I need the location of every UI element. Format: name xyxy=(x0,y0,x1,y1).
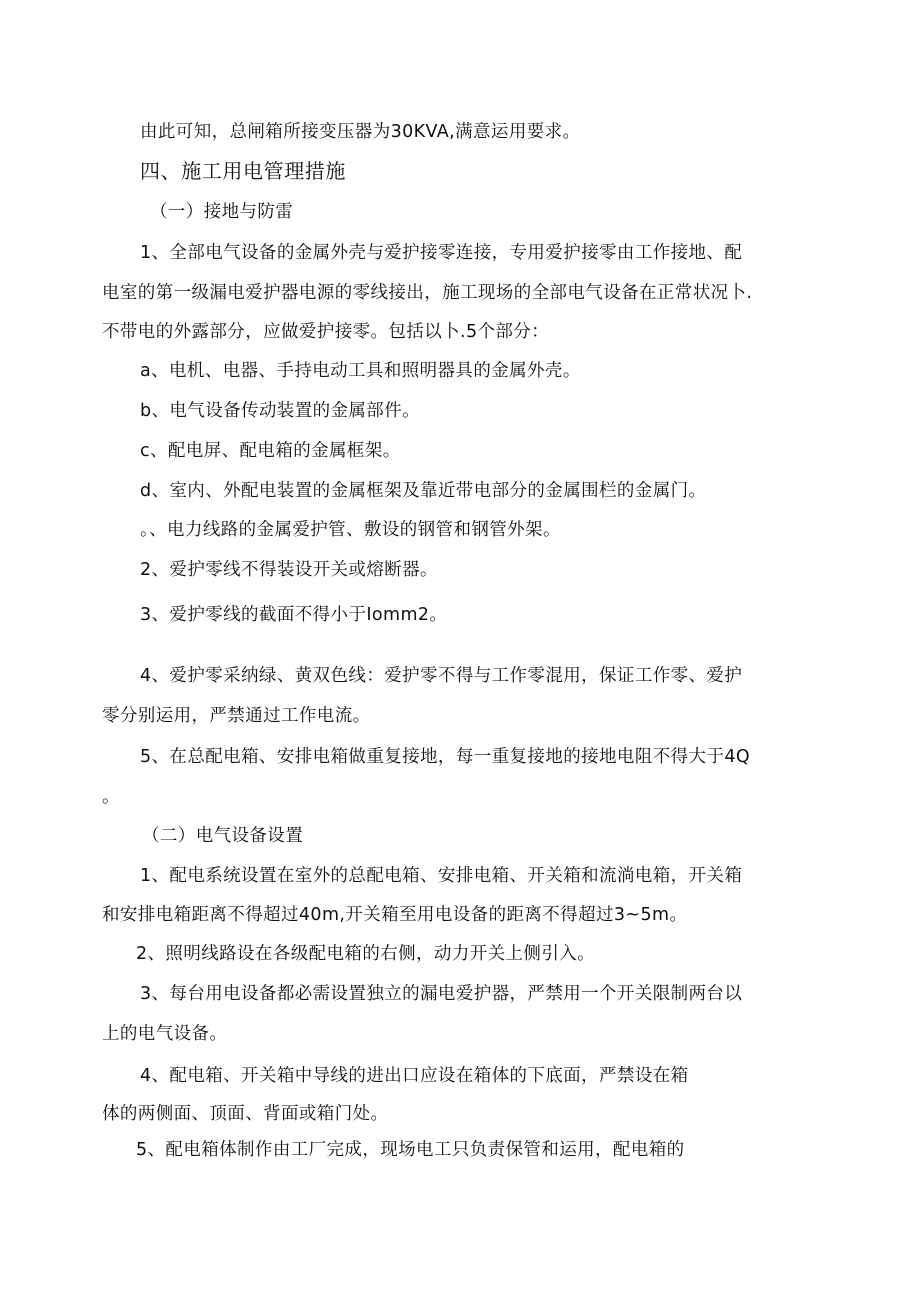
grounding-item-4-line-2: 零分别运用，严禁通过工作电流。 xyxy=(102,706,371,726)
equipment-item-1-line-1: 1、配电系统设置在室外的总配电箱、安排电箱、开关箱和流淌电箱，开关箱 xyxy=(140,866,743,886)
grounding-sub-c: c、配电屏、配电箱的金属框架。 xyxy=(140,441,401,461)
grounding-sub-e: 。、电力线路的金属爱护管、敷设的钢管和钢管外架。 xyxy=(140,520,561,540)
grounding-item-5-line-2: 。 xyxy=(102,787,120,807)
equipment-item-4-line-2: 体的两侧面、顶面、背面或箱门处。 xyxy=(102,1104,389,1124)
equipment-item-1-line-2: 和安排电箱距离不得超过40m,开关箱至用电设备的距离不得超过3~5m。 xyxy=(102,905,688,925)
equipment-item-3-line-2: 上的电气设备。 xyxy=(102,1024,228,1044)
subsection-title-equipment: （二）电气设备设置 xyxy=(142,826,304,846)
grounding-item-4-line-1: 4、爱护零采纳绿、黄双色线：爱护零不得与工作零混用，保证工作零、爱护 xyxy=(140,666,743,686)
section-heading: 四、施工用电管理措施 xyxy=(140,159,346,183)
grounding-item-1-line-2: 电室的第一级漏电爱护器电源的零线接出，施工现场的全部电气设备在正常状况卜. xyxy=(102,283,753,303)
grounding-sub-a: a、电机、电器、手持电动工具和照明器具的金属外壳。 xyxy=(140,361,581,381)
grounding-sub-b: b、电气设备传动装置的金属部件。 xyxy=(140,401,421,421)
equipment-item-4-line-1: 4、配电箱、开关箱中导线的进出口应设在箱体的下底面，严禁设在箱 xyxy=(140,1066,689,1086)
grounding-item-5-line-1: 5、在总配电箱、安排电箱做重复接地，每一重复接地的接地电阻不得大于4Q xyxy=(140,747,751,767)
equipment-item-5-line-1: 5、配电箱体制作由工厂完成，现场电工只负责保管和运用，配电箱的 xyxy=(136,1140,685,1160)
equipment-item-3-line-1: 3、每台用电设备都必需设置独立的漏电爱护器，严禁用一个开关限制两台以 xyxy=(140,984,743,1004)
grounding-sub-d: d、室内、外配电装置的金属框架及靠近带电部分的金属围栏的金属门。 xyxy=(140,481,707,501)
subsection-title-grounding: （一）接地与防雷 xyxy=(150,202,294,222)
grounding-item-1-line-1: 1、全部电气设备的金属外壳与爱护接零连接，专用爱护接零由工作接地、配 xyxy=(140,243,743,263)
grounding-item-3: 3、爱护零线的截面不得小于Iomm2。 xyxy=(140,605,448,625)
intro-conclusion: 由此可知，总闸箱所接变压器为30KVA,满意运用要求。 xyxy=(140,122,581,142)
equipment-item-2: 2、照明线路设在各级配电箱的右侧，动力开关上侧引入。 xyxy=(136,944,596,964)
grounding-item-1-line-3: 不带电的外露部分，应做爱护接零。包括以卜.5个部分： xyxy=(102,322,550,342)
grounding-item-2: 2、爱护零线不得装设开关或熔断器。 xyxy=(140,560,438,580)
